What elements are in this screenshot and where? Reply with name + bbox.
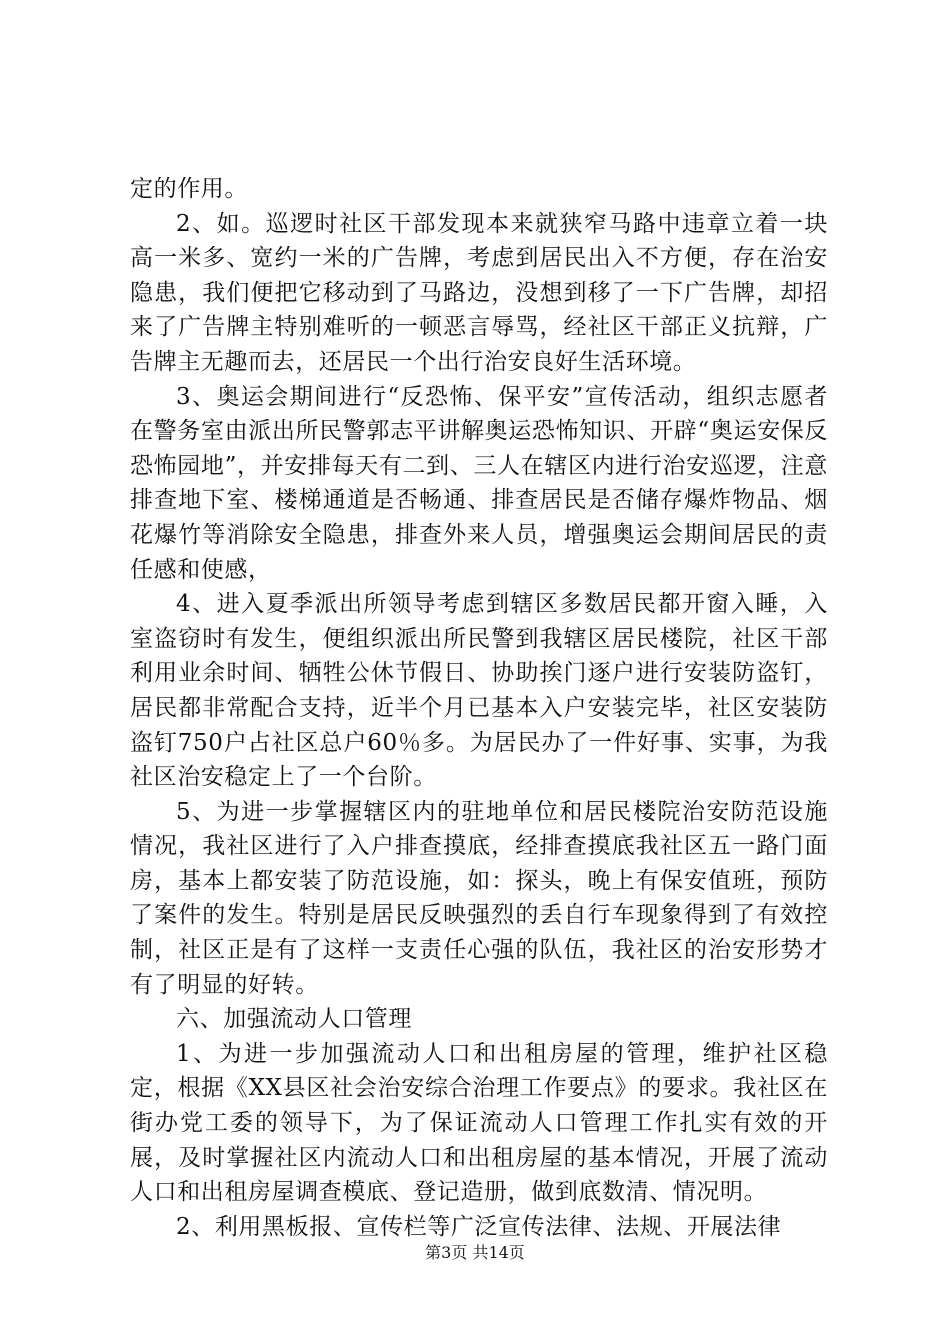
paragraph-item-4: 4、进入夏季派出所领导考虑到辖区多数居民都开窗入睡，入室盗窃时有发生，便组织派出所民警到我辖区居民楼院，社区干部利用业余时间、牺牲公休节假日、协助挨门逐户进行安装防盗钉，居民都非常配合支持，近半个月已基本入户安装完毕，社区安装防盗钉750户占社区总户60％多。为居民办了一件好事、实事，为我社区治安稳定上了一个台阶。 [130,591,828,791]
paragraph-continuation: 定的作用。 [130,176,248,202]
paragraph-item-2: 2、如。巡逻时社区干部发现本来就狭窄马路中违章立着一块高一米多、宽约一米的广告牌，考虑到居民出入不方便，存在治安隐患，我们便把它移动到了马路边，没想到移了一下广告牌，却招来了广告牌主特别难听的一顿恶言辱骂，经社区干部正义抗辩，广告牌主无趣而去，还居民一个出行治安良好生活环境。 [130,210,828,375]
section-heading: 六、加强流动人口管理 [176,1006,412,1033]
paragraph-section6-item-2: 2、利用黑板报、宣传栏等广泛宣传法律、法规、开展法律 [176,1213,782,1240]
paragraph-section6-item-1: 1、为进一步加强流动人口和出租房屋的管理，维护社区稳定，根据《XX县区社会治安综合治理工作要点》的要求。我社区在街办党工委的领导下，为了保证流动人口管理工作扎实有效的开展，及时掌握社区内流动人口和出租房屋的基本情况，开展了流动人口和出租房屋调查模底、登记造册，做到底数清、情况明。 [130,1040,828,1206]
page-number-footer: 第3页 共14页 [425,1243,525,1262]
paragraph-item-5: 5、为进一步掌握辖区内的驻地单位和居民楼院治安防范设施情况，我社区进行了入户排查摸底，经排查摸底我社区五一路门面房，基本上都安装了防范设施，如：探头，晚上有保安值班，预防了案件的发生。特别是居民反映强烈的丢自行车现象得到了有效控制，社区正是有了这样一支责任心强的队伍，我社区的治安形势才有了明显的好转。 [130,798,828,998]
document-body [130,172,828,1244]
paragraph-item-3: 3、奥运会期间进行“反恐怖、保平安”宣传活动，组织志愿者在警务室由派出所民警郭志平讲解奥运恐怖知识、开辟“奥运安保反恐怖园地”，并安排每天有二到、三人在辖区内进行治安巡逻，注意排查地下室、楼梯通道是否畅通、排查居民是否储存爆炸物品、烟花爆竹等消除安全隐患，排查外来人员，增强奥运会期间居民的责任感和使感， [130,383,828,583]
